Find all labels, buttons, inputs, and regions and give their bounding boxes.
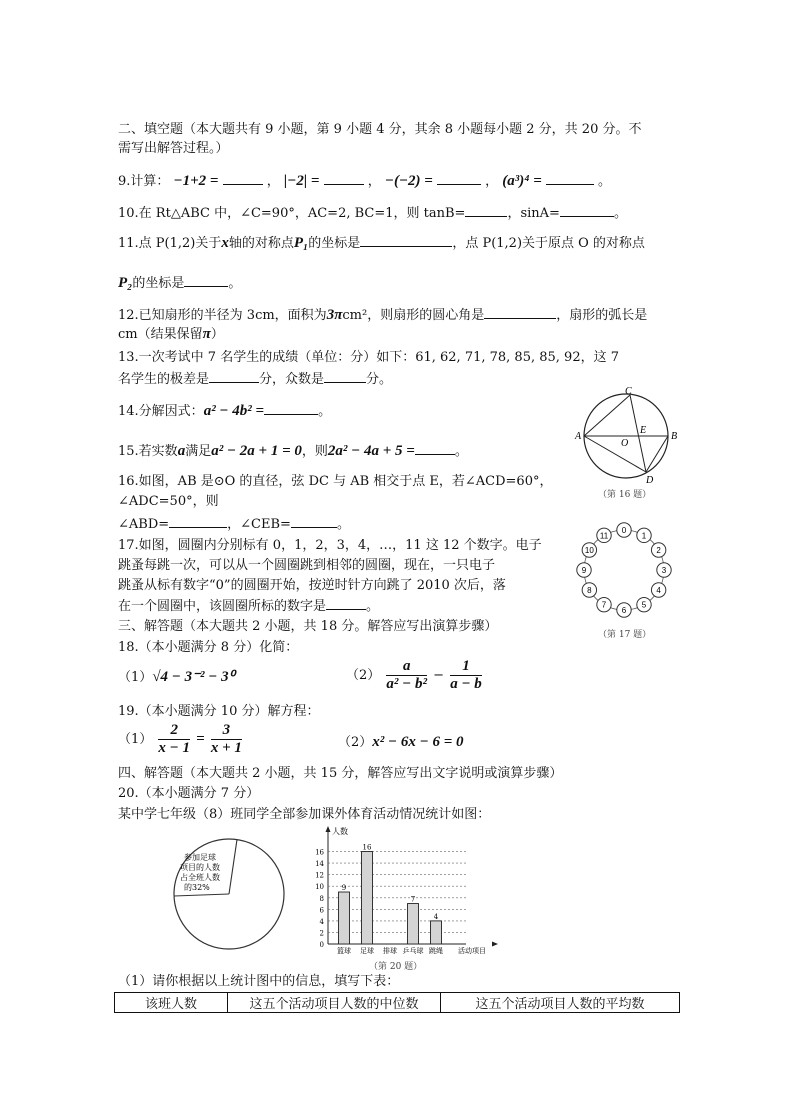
answer-blank[interactable]	[360, 234, 452, 247]
question-20-title: 20.（本小题满分 7 分）	[118, 786, 260, 801]
answer-blank[interactable]	[209, 370, 259, 383]
x-tick-label: 乒乓球	[402, 947, 424, 955]
number-label: 11	[599, 531, 609, 541]
answer-blank[interactable]	[560, 204, 614, 217]
number-label: 0	[621, 526, 627, 535]
answer-blank[interactable]	[324, 172, 364, 185]
question-17-line2: 跳蚤每跳一次，可以从一个圆圈跳到相邻的圆圈，现在，一只电子	[118, 558, 496, 573]
x-axis-arrow	[492, 942, 498, 947]
answer-blank[interactable]	[415, 442, 455, 455]
ring-path	[581, 530, 664, 610]
label-e: E	[640, 425, 647, 436]
number-label: 5	[641, 600, 647, 610]
x-tick-label: 足球	[360, 947, 374, 955]
table-header-cell: 该班人数	[115, 993, 228, 1013]
fraction: $\frac{a}{\text{a² − b²}}$	[386, 658, 428, 692]
number-label: 10	[584, 546, 594, 555]
figure-16-caption: （第 16 题）	[598, 490, 652, 500]
number-label: 3	[661, 566, 667, 575]
pie-chart	[164, 836, 294, 958]
section2-title-line1: 二、填空题（本大题共有 9 小题，第 9 小题 4 分，其余 8 小题每小题 2 分，共 20 分。不	[118, 122, 642, 137]
bar-value-label: 4	[433, 912, 439, 921]
y-axis-label: 人数	[332, 827, 348, 836]
answer-blank[interactable]	[437, 172, 481, 185]
answer-blank[interactable]	[546, 172, 594, 185]
figure-17-caption: （第 17 题）	[598, 630, 652, 640]
bar	[362, 852, 373, 944]
x-tick-label: 跳绳	[429, 947, 443, 955]
number-label: 7	[601, 600, 607, 610]
y-tick-label: 6	[319, 906, 324, 915]
x-tick-label: 篮球	[337, 947, 351, 955]
figure-17-number-ring	[572, 520, 684, 642]
question-11-line1: 11.点 P(1,2)关于x轴的对称点P₁的坐标是 ，点 P(1,2)关于原点 O 的对称点	[118, 235, 645, 251]
bar	[431, 921, 442, 944]
bar	[408, 904, 419, 944]
pie-label-line4: 的32%	[184, 883, 210, 892]
question-17-line3: 跳蚤从标有数字“0”的圆圈开始，按逆时针方向跳了 2010 次后，落	[118, 578, 506, 593]
answer-blank[interactable]	[484, 306, 556, 319]
question-14: 14.分解因式：a² − 4b² = 。	[118, 403, 332, 419]
figure-16-circle-diagram	[572, 384, 684, 502]
section3-title: 三、解答题（本大题共 2 小题，共 18 分。解答应写出演算步骤）	[118, 619, 498, 634]
section4-title: 四、解答题（本大题共 2 小题，共 15 分，解答应写出文字说明或演算步骤）	[118, 766, 563, 781]
x-axis-label: 活动项目	[458, 947, 486, 955]
y-tick-label: 12	[315, 871, 324, 880]
answer-blank[interactable]	[465, 204, 507, 217]
y-tick-label: 0	[319, 941, 324, 949]
label-a: A	[575, 431, 582, 442]
pie-label-line1: 参加足球	[184, 853, 216, 862]
bar-value-label: 9	[341, 884, 347, 892]
answer-blank[interactable]	[291, 515, 337, 528]
section2-title-line2: 需写出解答过程。）	[118, 141, 229, 156]
answer-table	[114, 992, 680, 1013]
question-17-line4: 在一个圆圈中，该圆圈所标的数字是 。	[118, 599, 380, 614]
pie-label-line3: 占全班人数	[180, 873, 220, 882]
y-tick-label: 2	[319, 929, 324, 938]
question-20-description: 某中学七年级（8）班同学全部参加课外体育活动情况统计如图：	[118, 807, 491, 822]
question-10: 10.在 Rt△ABC 中，∠C=90°，AC=2, BC=1，则 tanB= ，sinA= 。	[118, 206, 627, 221]
table-header-row	[115, 993, 680, 1013]
y-tick-label: 10	[315, 883, 324, 892]
x-tick-label: 排球	[383, 947, 397, 955]
y-tick-label: 14	[315, 860, 324, 869]
question-16-line3: ∠ABD= ，∠CEB= 。	[118, 517, 350, 532]
number-label: 4	[656, 586, 661, 595]
label-b: B	[671, 431, 678, 442]
answer-blank[interactable]	[223, 172, 263, 185]
label-c: C	[625, 386, 632, 397]
question-9: 9.计算： −1+2 = ， |−2| = ， −(−2) = ， (a³)⁴ = 。	[118, 173, 612, 189]
answer-blank[interactable]	[326, 597, 366, 610]
answer-blank[interactable]	[324, 370, 366, 383]
question-16-line2: ∠ADC=50°，则	[118, 494, 219, 509]
number-label: 9	[581, 566, 587, 575]
question-18-part1: （1）√4 − 3⁻² − 3⁰	[118, 669, 235, 685]
number-label: 2	[656, 546, 661, 555]
y-tick-label: 16	[315, 848, 324, 857]
y-tick-label: 4	[319, 917, 324, 926]
question-19-title: 19.（本小题满分 10 分）解方程：	[118, 704, 320, 719]
question-18-part2: （2） $\frac{a}{\text{a² − b²}}$ − $\frac{1}{a - b}$	[346, 658, 482, 692]
question-11-line2: P₂的坐标是 。	[118, 275, 242, 291]
label-d: D	[646, 475, 654, 486]
fraction: $\frac{2}{x - 1}$	[158, 722, 191, 756]
fraction: $\frac{3}{x + 1}$	[210, 722, 242, 756]
y-axis-arrow	[326, 826, 331, 832]
y-tick-label: 8	[319, 894, 324, 903]
question-12-line2: cm（结果保留π）	[118, 326, 224, 342]
bar-chart	[302, 824, 517, 956]
number-label: 6	[621, 606, 627, 615]
number-label: 1	[641, 531, 647, 541]
question-12-line1: 12.已知扇形的半径为 3cm，面积为3πcm²，则扇形的圆心角是 ，扇形的弧长是	[118, 307, 648, 323]
fraction: $\frac{1}{a - b}$	[450, 658, 482, 692]
question-19-part2: （2）x² − 6x − 6 = 0	[338, 734, 464, 750]
table-header-cell: 这五个活动项目人数的中位数	[228, 993, 441, 1013]
bar-value-label: 7	[410, 895, 416, 904]
question-15: 15.若实数a满足a² − 2a + 1 = 0，则2a² − 4a + 5 = 。	[118, 443, 468, 459]
question-18-title: 18.（本小题满分 8 分）化简：	[118, 640, 299, 655]
label-o: O	[621, 438, 629, 449]
bar-value-label: 16	[362, 843, 372, 852]
question-19-part1: （1） $\frac{2}{x - 1}$ = $\frac{3}{x + 1}$	[118, 722, 242, 756]
question-17-line1: 17.如图，圆圈内分别标有 0，1，2，3，4，…，11 这 12 个数字。电子	[118, 538, 542, 553]
answer-blank[interactable]	[184, 274, 228, 287]
pie-label-line2: 项目的人数	[180, 863, 220, 872]
answer-blank[interactable]	[169, 515, 227, 528]
question-16-line1: 16.如图，AB 是⊙O 的直径，弦 DC 与 AB 相交于点 E，若∠ACD=60°，	[118, 474, 553, 489]
question-13-line2: 名学生的极差是 分，众数是 分。	[118, 372, 393, 387]
question-20-part1: （1）请你根据以上统计图中的信息，填写下表：	[118, 974, 400, 989]
bar-chart-caption: （第 20 题）	[369, 962, 423, 972]
question-13-line1: 13.一次考试中 7 名学生的成绩（单位：分）如下：61, 62, 71, 78, 85, 85, 92，这 7	[118, 350, 619, 365]
number-label: 8	[587, 586, 592, 595]
table-header-cell: 这五个活动项目人数的平均数	[441, 993, 680, 1013]
bar	[339, 892, 350, 944]
answer-blank[interactable]	[264, 402, 318, 415]
